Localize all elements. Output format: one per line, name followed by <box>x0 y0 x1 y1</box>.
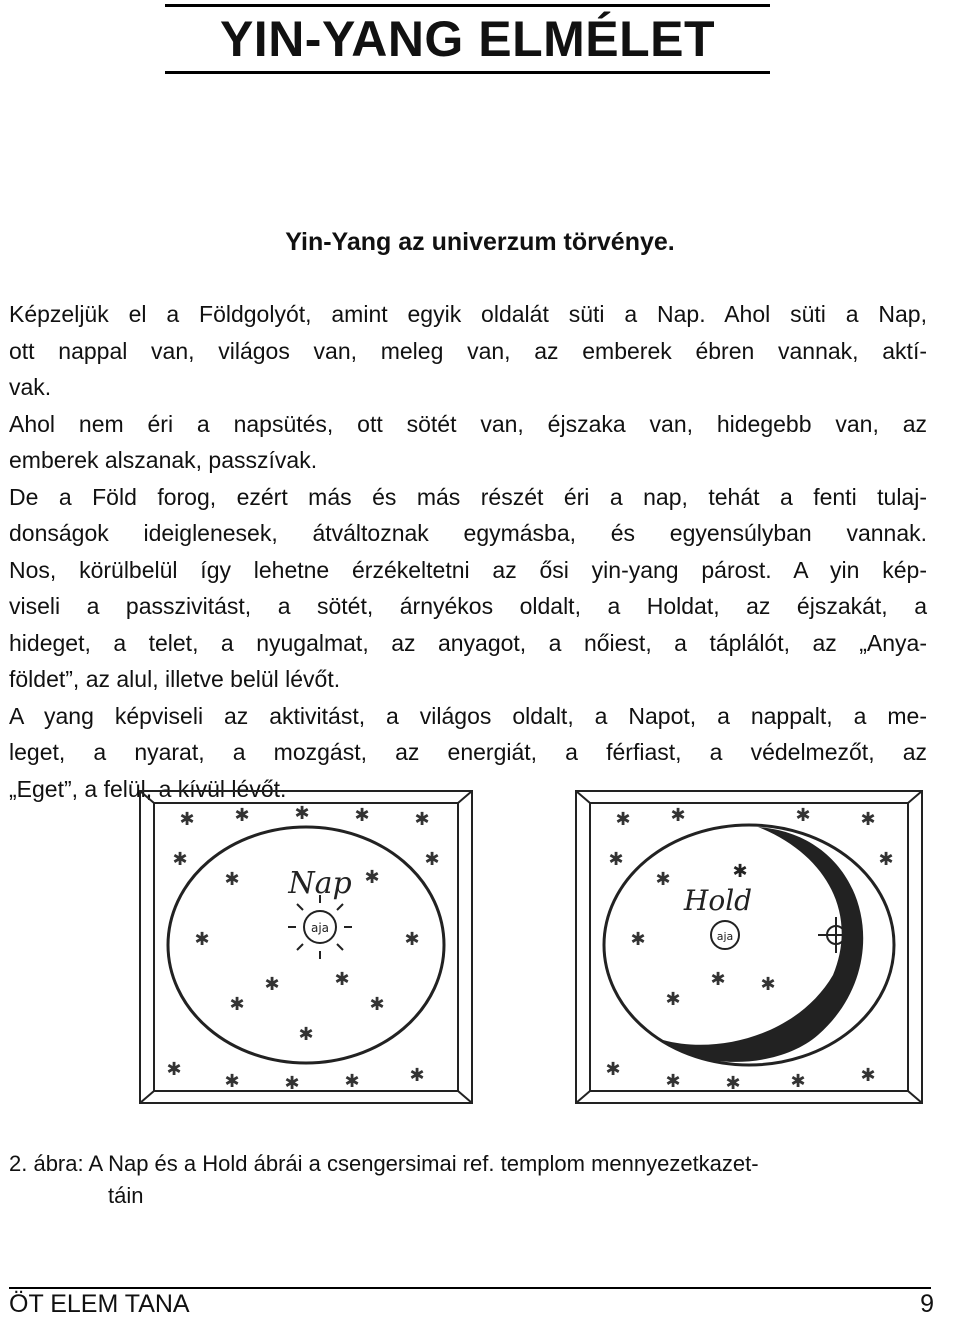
svg-text:✱: ✱ <box>166 1059 182 1080</box>
svg-text:✱: ✱ <box>179 809 195 830</box>
sun-panel-figure <box>132 785 480 1110</box>
svg-text:✱: ✱ <box>284 1073 300 1094</box>
text-line: emberek alszanak, passzívak. <box>9 447 318 473</box>
text-line: ott nappal van, világos van, meleg van, az emberek ébren vannak, aktí- <box>9 337 927 364</box>
text-line: donságok ideiglenesek, átváltoznak egymásba, és egyensúlyban vannak. <box>9 520 927 546</box>
text-line: Képzeljük el a Földgolyót, amint egyik oldalát süti a Nap. Ahol süti a Nap, <box>9 301 927 327</box>
svg-text:✱: ✱ <box>404 929 420 950</box>
text-line: Ahol nem éri a napsütés, ott sötét van, éjszaka van, hidegebb van, az <box>9 410 927 437</box>
moon-face-text: aja <box>716 930 734 943</box>
svg-text:✱: ✱ <box>608 849 624 870</box>
page-title: YIN-YANG ELMÉLET <box>219 11 716 67</box>
svg-text:✱: ✱ <box>364 867 380 888</box>
svg-text:✱: ✱ <box>860 809 876 830</box>
section-heading: Yin-Yang az univerzum törvénye. <box>285 228 675 256</box>
header-rule-bottom <box>165 71 770 74</box>
text-line: De a Föld forog, ezért más és más részét éri a nap, tehát a fenti tulaj- <box>9 483 927 510</box>
sun-face-text: aja <box>310 921 330 935</box>
text-line: hideget, a telet, a nyugalmat, az anyagot, a nőiest, a táplálót, az „Anya- <box>9 629 927 656</box>
svg-text:✱: ✱ <box>670 805 686 826</box>
footer-rule <box>9 1287 931 1289</box>
svg-text:✱: ✱ <box>795 805 811 826</box>
svg-text:✱: ✱ <box>354 805 370 826</box>
svg-text:✱: ✱ <box>665 1071 681 1092</box>
svg-text:✱: ✱ <box>264 974 280 995</box>
svg-text:✱: ✱ <box>878 849 894 870</box>
sun-label: Nap <box>288 866 352 901</box>
svg-text:✱: ✱ <box>298 1024 314 1045</box>
page-number: 9 <box>920 1290 934 1318</box>
svg-text:✱: ✱ <box>409 1065 425 1086</box>
svg-text:✱: ✱ <box>424 849 440 870</box>
figure-caption: 2. ábra: A Nap és a Hold ábrái a csengersimai ref. templom mennyezetkazet- <box>9 1151 759 1176</box>
svg-text:✱: ✱ <box>229 994 245 1015</box>
text-line: „Eget”, a felül, a kívül lévőt. <box>9 775 287 802</box>
svg-text:✱: ✱ <box>334 969 350 990</box>
text-line: leget, a nyarat, a mozgást, az energiát, a férfiast, a védelmezőt, az <box>9 739 927 765</box>
text-line: A yang képviseli az aktivitást, a világos oldalt, a Napot, a nappalt, a me- <box>9 702 927 729</box>
svg-text:✱: ✱ <box>414 809 430 830</box>
footer-book-title: ÖT ELEM TANA <box>9 1290 190 1318</box>
text-line: viseli a passzivitást, a sötét, árnyékos oldalt, a Holdat, az éjszakát, a <box>9 593 927 619</box>
svg-text:✱: ✱ <box>224 1071 240 1092</box>
svg-text:✱: ✱ <box>172 849 188 870</box>
svg-text:✱: ✱ <box>369 994 385 1015</box>
svg-text:✱: ✱ <box>615 809 631 830</box>
svg-text:✱: ✱ <box>732 861 748 882</box>
svg-text:✱: ✱ <box>224 869 240 890</box>
svg-text:✱: ✱ <box>630 929 646 950</box>
moon-panel-figure <box>568 785 930 1110</box>
text-line: Nos, körülbelül így lehetne érzékeltetni az ősi yin-yang párost. A yin kép- <box>9 556 927 583</box>
body-paragraph-1 <box>9 296 927 807</box>
figure-caption-continued: táin <box>108 1183 144 1208</box>
svg-text:✱: ✱ <box>344 1071 360 1092</box>
moon-label: Hold <box>683 884 753 917</box>
svg-text:✱: ✱ <box>860 1065 876 1086</box>
text-line: vak. <box>9 374 52 400</box>
svg-text:✱: ✱ <box>655 869 671 890</box>
text-line: földet”, az alul, illetve belül lévőt. <box>9 666 341 692</box>
svg-text:✱: ✱ <box>294 803 310 824</box>
svg-text:✱: ✱ <box>790 1071 806 1092</box>
svg-text:✱: ✱ <box>605 1059 621 1080</box>
svg-text:✱: ✱ <box>234 805 250 826</box>
svg-text:✱: ✱ <box>760 974 776 995</box>
svg-text:✱: ✱ <box>194 929 210 950</box>
svg-text:✱: ✱ <box>725 1073 741 1094</box>
svg-text:✱: ✱ <box>665 989 681 1010</box>
svg-text:✱: ✱ <box>710 969 726 990</box>
